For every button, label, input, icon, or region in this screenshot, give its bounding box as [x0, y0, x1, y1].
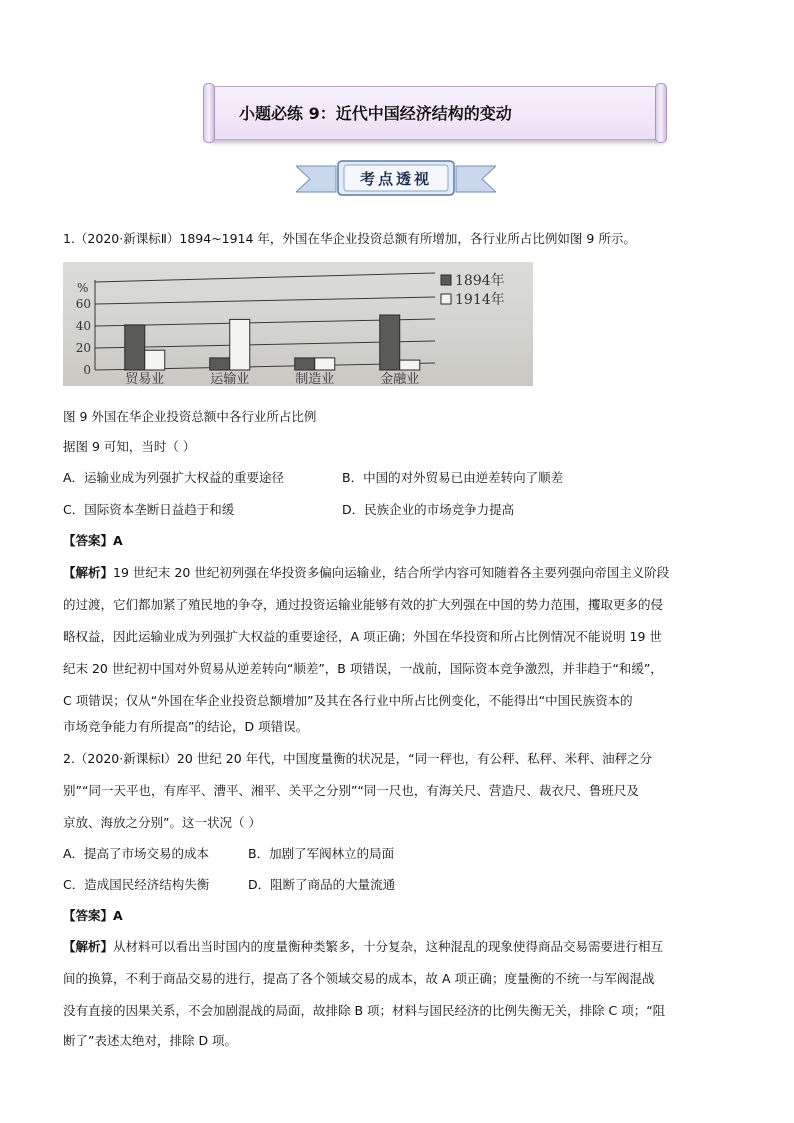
scroll-roll-right — [655, 83, 667, 143]
q1-prompt: 据图 9 可知，当时（ ） — [63, 439, 196, 454]
answer-label: 【答案】 — [63, 908, 114, 923]
q2-option-a: A．提高了市场交易的成本 — [63, 846, 210, 861]
category-label: 金融业 — [380, 372, 420, 386]
bar-1914 — [145, 350, 165, 370]
q1-option-c: C．国际资本垄断日益趋于和缓 — [63, 502, 235, 517]
bar-1914 — [230, 319, 250, 370]
q1-answer — [63, 530, 123, 551]
q2-stem-line: 别”“同一天平也，有库平、漕平、湘平、关平之分别”“同一尺也，有海关尺、营造尺、裁衣尺、鲁班尺及 — [63, 783, 639, 798]
y-tick-label: 40 — [75, 319, 91, 333]
bar-1914 — [400, 360, 420, 370]
q1-analysis-line — [63, 562, 669, 583]
category-label: 制造业 — [295, 372, 335, 386]
q2-analysis-line — [63, 936, 663, 957]
q1-analysis-line: 的过渡，它们都加紧了殖民地的争夺，通过投资运输业能够有效的扩大列强在中国的势力范围，攫取更多的侵 — [63, 597, 664, 612]
y-axis-unit: % — [77, 281, 89, 295]
analysis-label: 【解析】 — [63, 565, 114, 580]
q2-stem-line: 京放、海放之分别”。这一状况（ ） — [63, 815, 261, 830]
legend-label: 1894年 — [455, 273, 505, 289]
bar-1894 — [295, 358, 315, 370]
page-title: 小题必练 9：近代中国经济结构的变动 — [239, 104, 512, 123]
bar-1914 — [315, 358, 335, 370]
answer-label: 【答案】 — [63, 533, 114, 548]
bar-1894 — [380, 315, 400, 370]
y-tick-label: 20 — [75, 341, 91, 355]
legend-swatch — [441, 294, 451, 304]
category-label: 贸易业 — [125, 372, 165, 386]
q2-analysis-line: 断了”表述太绝对，排除 D 项。 — [63, 1033, 238, 1048]
analysis-text: 从材料可以看出当时国内的度量衡种类繁多，十分复杂，这种混乱的现象使得商品交易需要进行相互 — [113, 939, 664, 954]
scroll-roll-left — [203, 83, 215, 143]
gridline — [95, 297, 435, 304]
section-ribbon — [296, 158, 496, 198]
analysis-label: 【解析】 — [63, 939, 114, 954]
answer-value: A — [113, 908, 123, 923]
y-tick-label: 60 — [75, 297, 91, 311]
answer-value: A — [113, 533, 123, 548]
legend-label: 1914年 — [455, 292, 505, 308]
q2-option-d: D．阻断了商品的大量流通 — [248, 877, 396, 892]
title-banner — [208, 86, 662, 140]
q2-analysis-line: 间的换算，不利于商品交易的进行，提高了各个领域交易的成本，故 A 项正确；度量衡的不统一与军阀混战 — [63, 971, 655, 986]
q1-option-d: D．民族企业的市场竞争力提高 — [342, 502, 515, 517]
q2-stem-line: 2.（2020·新课标Ⅰ）20 世纪 20 年代，中国度量衡的状况是，“同一秤也，有公秤、私秤、米秤、油秤之分 — [63, 751, 653, 766]
q1-analysis-line: 市场竞争能力有所提高”的结论，D 项错误。 — [63, 719, 309, 734]
q2-analysis-line: 没有直接的因果关系，不会加剧混战的局面，故排除 B 项；材料与国民经济的比例失衡无关，排除 C 项；“阻 — [63, 1003, 666, 1018]
q1-option-a: A．运输业成为列强扩大权益的重要途径 — [63, 470, 285, 485]
q1-analysis-line: 纪末 20 世纪初中国对外贸易从逆差转向“顺差”，B 项错误，一战前，国际资本竞争激烈，并非趋于“和缓”， — [63, 661, 663, 676]
q2-answer — [63, 905, 123, 926]
q1-option-b: B．中国的对外贸易已由逆差转向了顺差 — [342, 470, 564, 485]
category-label: 运输业 — [210, 372, 250, 386]
y-tick-label: 0 — [83, 363, 91, 377]
gridline — [95, 273, 435, 282]
legend-swatch — [441, 275, 451, 285]
q2-option-b: B．加剧了军阀林立的局面 — [248, 846, 395, 861]
q1-stem: 1.（2020·新课标Ⅱ）1894~1914 年，外国在华企业投资总额有所增加，各行业所占比例如图 9 所示。 — [63, 231, 636, 246]
q2-option-c: C．造成国民经济结构失衡 — [63, 877, 210, 892]
analysis-text: 19 世纪末 20 世纪初列强在华投资多偏向运输业，结合所学内容可知随着各主要列强向帝国主义阶段 — [113, 565, 670, 580]
ribbon-label: 考点透视 — [359, 170, 432, 188]
q1-analysis-line: 略权益，因此运输业成为列强扩大权益的重要途径，A 项正确；外国在华投资和所占比例情况不能说明 19 世 — [63, 629, 662, 644]
bar-1894 — [125, 325, 145, 370]
q1-analysis-line: C 项错误；仅从“外国在华企业投资总额增加”及其在各行业中所占比例变化，不能得出“中国民族资本的 — [63, 693, 633, 708]
q1-chart — [63, 262, 533, 386]
bar-1894 — [210, 358, 230, 370]
q1-figure-caption: 图 9 外国在华企业投资总额中各行业所占比例 — [63, 409, 317, 424]
bar-chart — [63, 262, 533, 386]
